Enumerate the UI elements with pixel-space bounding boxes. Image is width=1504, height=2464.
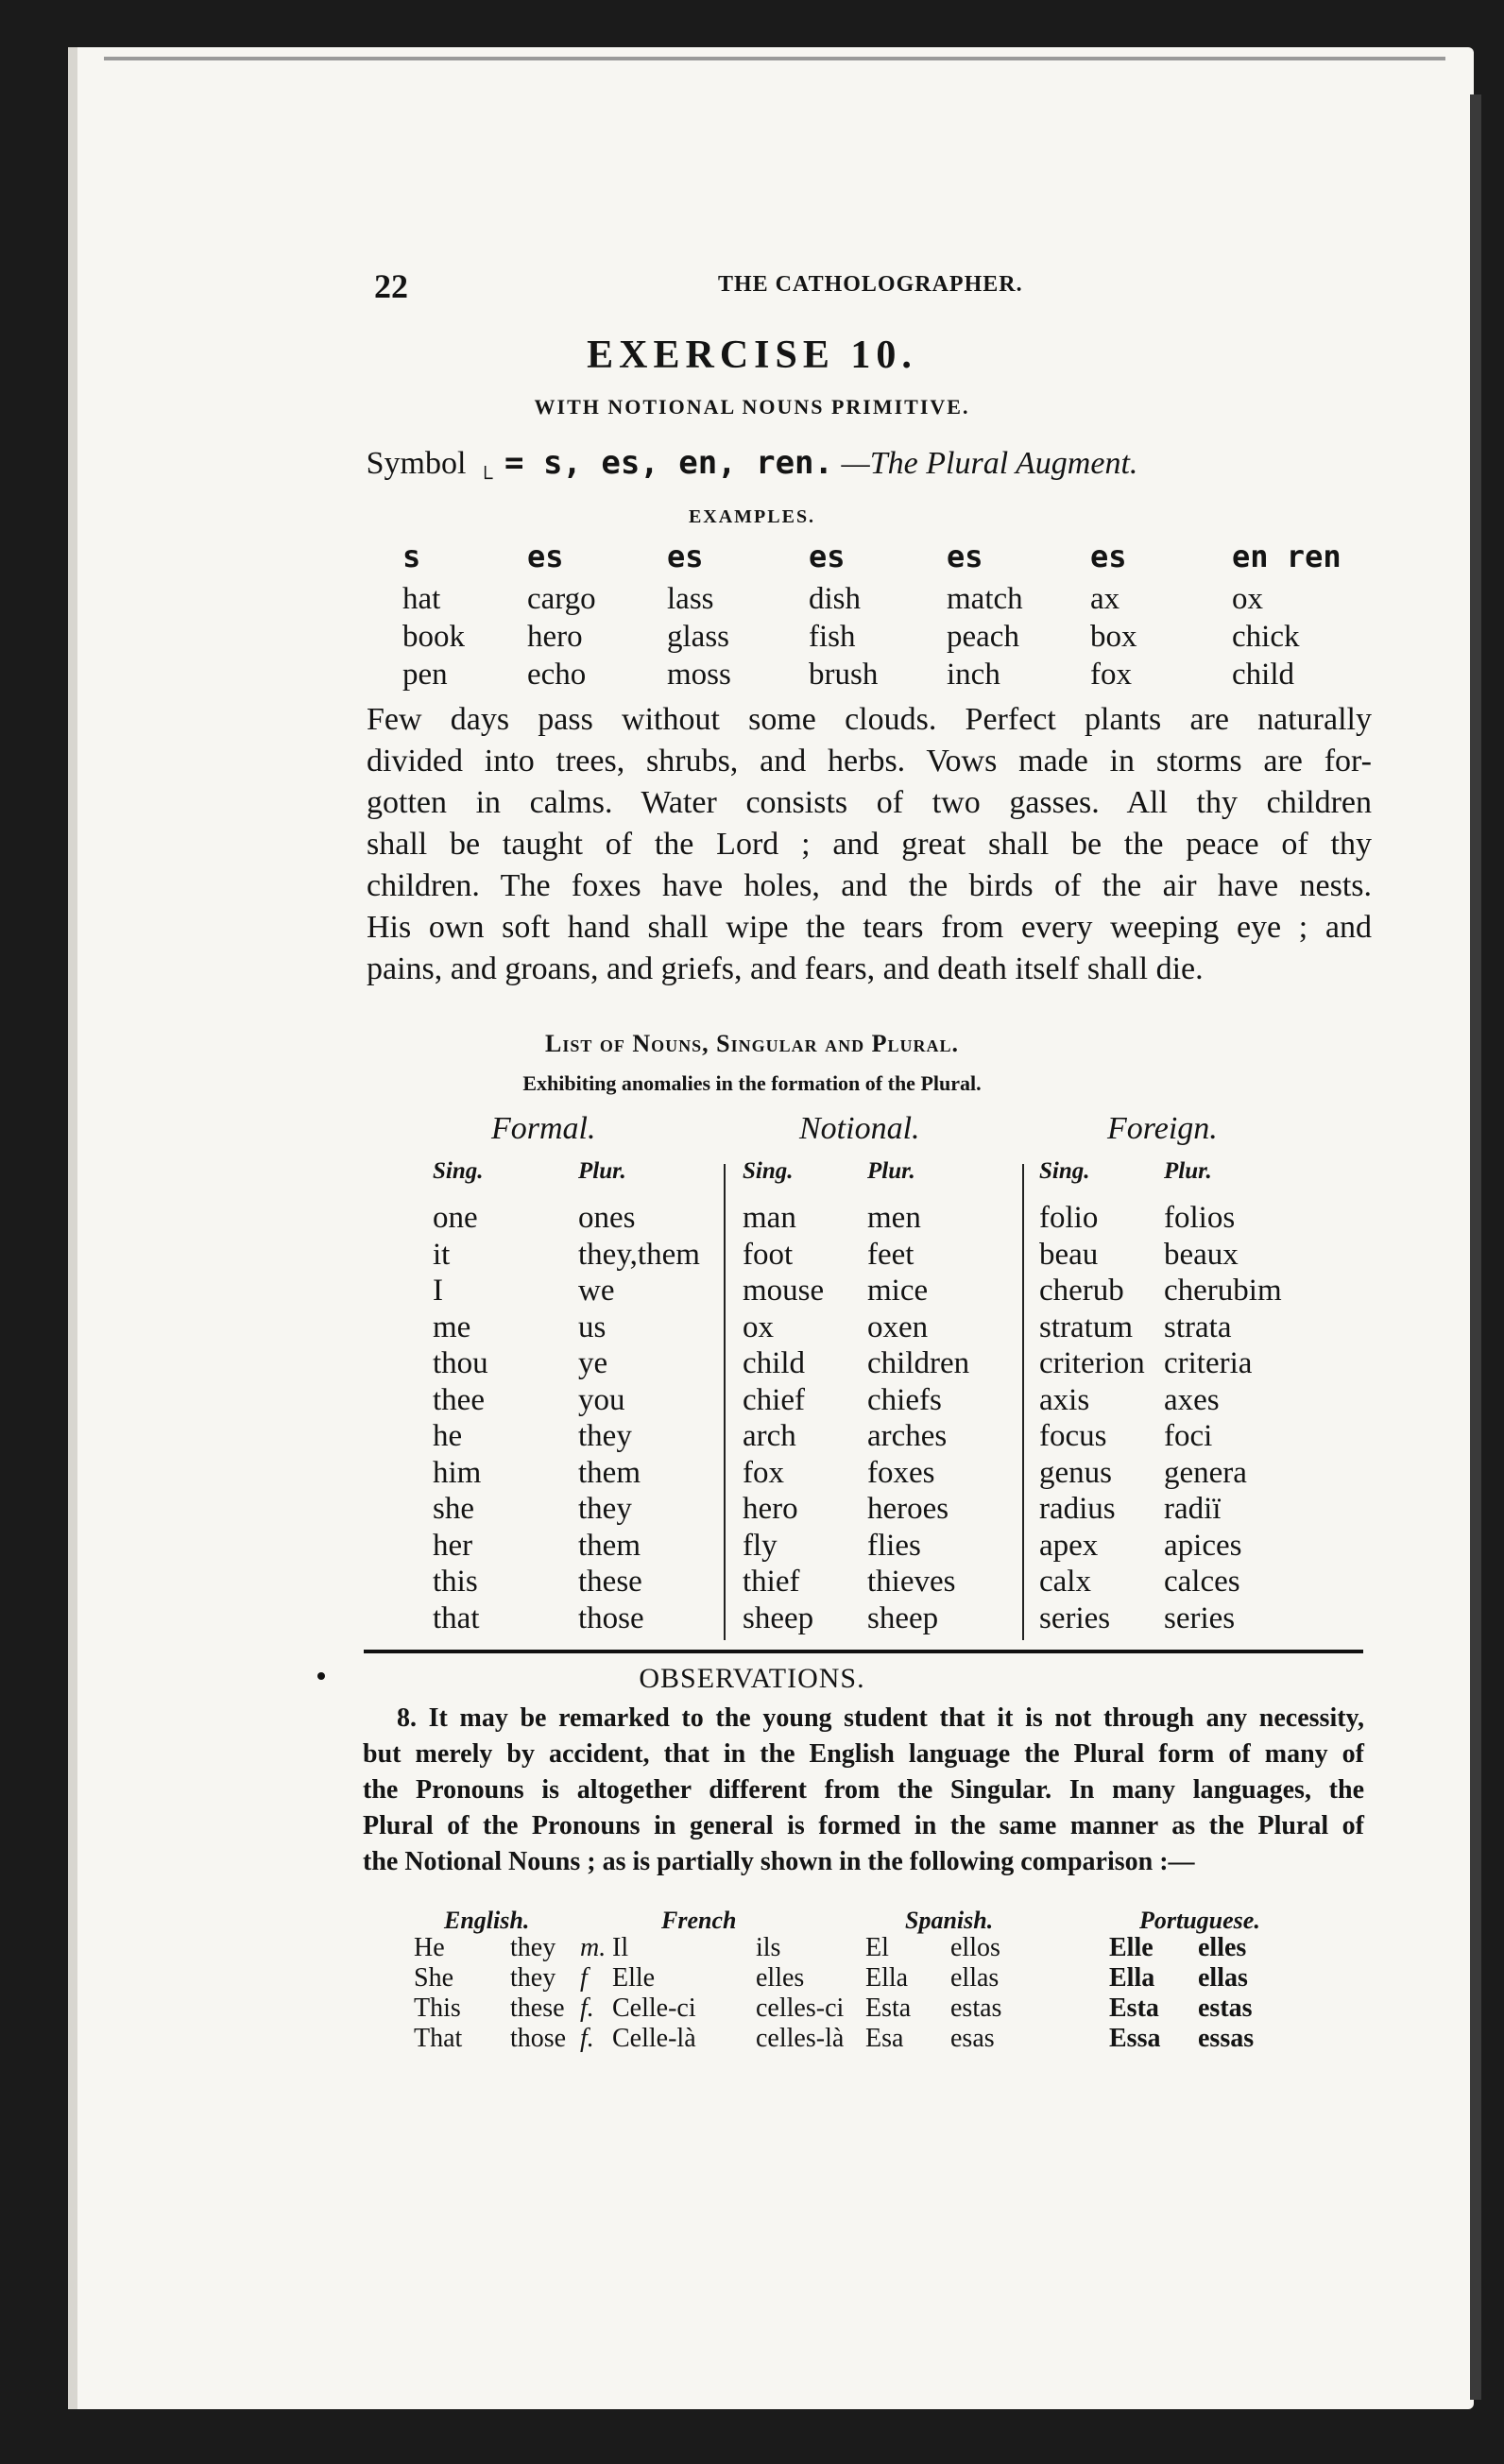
comparison-column-portuguese-sing [1109, 1933, 1160, 2054]
singular-noun: calx [1039, 1565, 1091, 1599]
comparison-word: esas [950, 2024, 995, 2053]
example-word: brush [809, 658, 879, 692]
language-header: French [661, 1907, 737, 1934]
comparison-word: celles-là [756, 2024, 845, 2053]
example-suffix: es [1090, 539, 1127, 574]
exercise-title: EXERCISE 10. [587, 334, 917, 377]
comparison-column-french-gender [580, 1933, 606, 2054]
example-word: box [1090, 620, 1137, 654]
singular-noun: her [433, 1528, 473, 1563]
plural-noun: you [578, 1382, 625, 1417]
paragraph-line: gotten in calms. Water consists of two gasses. All thy children [367, 785, 1372, 820]
plural-noun: them [578, 1455, 641, 1490]
singular-noun: I [433, 1274, 443, 1308]
plural-noun: they [578, 1492, 632, 1526]
comparison-word: they [510, 1963, 556, 1993]
example-word: hat [402, 582, 441, 616]
singular-noun: hero [743, 1492, 798, 1526]
comparison-column-french-plur [756, 1933, 844, 2054]
singular-noun: fox [743, 1455, 784, 1490]
observation-line: the Notional Nouns ; as is partially shown in the following comparison :— [363, 1847, 1195, 1876]
comparison-word: This [414, 1993, 461, 2023]
plural-noun: we [578, 1274, 615, 1308]
plural-noun: those [578, 1600, 644, 1635]
singular-noun: foot [743, 1237, 794, 1272]
sing-column-header: Sing. [433, 1158, 484, 1184]
singular-noun: sheep [743, 1600, 814, 1635]
singular-column [743, 1200, 824, 1636]
observation-line: but merely by accident, that in the English language the Plural form of many of [363, 1739, 1364, 1769]
singular-noun: folio [1039, 1201, 1099, 1235]
noun-group-title: Foreign. [1107, 1111, 1218, 1146]
plural-noun: oxen [867, 1309, 929, 1344]
exercise-paragraph [367, 699, 1372, 990]
comparison-word: essas [1198, 2024, 1255, 2053]
comparison-word: elles [1198, 1933, 1247, 1962]
example-column [1090, 539, 1137, 693]
singular-noun: stratum [1039, 1309, 1133, 1344]
example-column [527, 539, 596, 693]
example-word: chick [1232, 620, 1300, 654]
comparison-word: f. [580, 2024, 594, 2053]
observations-text [363, 1701, 1364, 1880]
exercise-subtitle: WITH NOTIONAL NOUNS PRIMITIVE. [534, 395, 970, 419]
example-suffix: es [527, 539, 564, 574]
singular-noun: series [1039, 1600, 1111, 1635]
plural-noun: these [578, 1565, 642, 1599]
plural-noun: axes [1164, 1382, 1220, 1417]
paragraph-line: shall be taught of the Lord ; and great shall be the peace of thy [367, 827, 1372, 862]
singular-noun: child [743, 1346, 805, 1380]
comparison-column-english-plur [510, 1933, 566, 2054]
noun-list-subtitle: Exhibiting anomalies in the formation of the Plural. [522, 1071, 982, 1095]
plural-column [1164, 1200, 1282, 1636]
singular-noun: beau [1039, 1237, 1099, 1272]
comparison-column-spanish-plur [950, 1933, 1001, 2054]
plural-noun: mice [867, 1274, 929, 1308]
singular-noun: him [433, 1455, 482, 1490]
comparison-word: estas [1198, 1993, 1253, 2023]
plural-noun: criteria [1164, 1346, 1253, 1380]
singular-noun: mouse [743, 1274, 825, 1308]
example-word: fish [809, 620, 856, 654]
example-column [809, 539, 878, 693]
singular-noun: radius [1039, 1492, 1116, 1526]
comparison-word: elles [756, 1963, 805, 1993]
plural-noun: beaux [1164, 1237, 1239, 1272]
plural-noun: arches [867, 1419, 948, 1453]
example-column [667, 539, 731, 693]
observation-line: Plural of the Pronouns in general is formed in the same manner as the Plural of [363, 1811, 1364, 1840]
plur-column-header: Plur. [867, 1158, 915, 1184]
example-word: inch [947, 658, 1000, 692]
comparison-word: Ella [1109, 1963, 1155, 1993]
comparison-word: ellos [950, 1933, 1000, 1962]
comparison-word: Elle [612, 1963, 656, 1993]
singular-noun: man [743, 1201, 796, 1235]
singular-noun: axis [1039, 1382, 1090, 1417]
observations-heading: OBSERVATIONS. [639, 1663, 865, 1694]
singular-column [433, 1200, 488, 1636]
singular-noun: me [433, 1309, 471, 1344]
comparison-word: celles-ci [756, 1993, 845, 2023]
singular-noun: arch [743, 1419, 796, 1453]
symbol-label: —The Plural Augment. [841, 446, 1138, 481]
sing-column-header: Sing. [743, 1158, 794, 1184]
symbol-suffixes: = s, es, en, ren. [504, 444, 834, 482]
singular-noun: fly [743, 1528, 778, 1563]
example-word: book [402, 620, 465, 654]
plural-noun: them [578, 1528, 641, 1563]
comparison-word: Esta [1109, 1993, 1159, 2023]
plural-noun: apices [1164, 1528, 1242, 1563]
example-suffix: es [809, 539, 846, 574]
example-word: cargo [527, 582, 596, 616]
plural-augment-symbol-icon: └ [477, 466, 493, 489]
comparison-column-french-sing [612, 1933, 696, 2054]
comparison-word: That [414, 2024, 463, 2053]
comparison-word: She [414, 1963, 453, 1993]
example-word: echo [527, 658, 587, 692]
paragraph-line: pains, and groans, and griefs, and fears, and death itself shall die. [367, 951, 1204, 986]
plural-noun: calces [1164, 1565, 1240, 1599]
plural-noun: strata [1164, 1309, 1232, 1344]
comparison-word: Elle [1109, 1933, 1154, 1962]
plural-noun: children [867, 1346, 970, 1380]
plural-noun: flies [867, 1528, 921, 1563]
plural-noun: they,them [578, 1237, 700, 1272]
plural-noun: ones [578, 1201, 636, 1235]
comparison-word: Celle-là [612, 2024, 696, 2053]
paragraph-line: divided into trees, shrubs, and herbs. Vows made in storms are for- [367, 744, 1372, 779]
plural-noun: thieves [867, 1565, 956, 1599]
plural-noun: foci [1164, 1419, 1213, 1453]
plural-noun: men [867, 1201, 921, 1235]
example-word: glass [667, 620, 729, 654]
noun-group-title: Notional. [799, 1111, 920, 1146]
example-word: lass [667, 582, 714, 616]
singular-noun: that [433, 1600, 480, 1635]
examples-heading: EXAMPLES. [688, 506, 816, 527]
example-word: match [947, 582, 1023, 616]
comparison-word: ils [756, 1933, 781, 1962]
example-column [402, 539, 465, 693]
singular-noun: criterion [1039, 1346, 1145, 1380]
plural-noun: heroes [867, 1492, 949, 1526]
singular-noun: cherub [1039, 1274, 1124, 1308]
example-word: dish [809, 582, 862, 616]
noun-list-title: List of Nouns, Singular and Plural. [544, 1030, 959, 1057]
language-header: Spanish. [905, 1907, 994, 1934]
plural-noun: chiefs [867, 1382, 942, 1417]
singular-noun: chief [743, 1382, 805, 1417]
example-word: hero [527, 620, 583, 654]
comparison-column-portuguese-plur [1198, 1933, 1254, 2054]
comparison-word: they [510, 1933, 556, 1962]
comparison-word: ellas [1198, 1963, 1248, 1993]
singular-noun: she [433, 1492, 474, 1526]
comparison-word: Ella [865, 1963, 909, 1993]
comparison-word: He [414, 1933, 445, 1962]
singular-column [1039, 1200, 1145, 1636]
plur-column-header: Plur. [1164, 1158, 1212, 1184]
comparison-word: m. [580, 1933, 607, 1962]
singular-noun: genus [1039, 1455, 1112, 1490]
observation-line: the Pronouns is altogether different from the Singular. In many languages, the [363, 1775, 1364, 1805]
singular-noun: thee [433, 1382, 485, 1417]
singular-noun: thief [743, 1565, 800, 1599]
comparison-word: Esa [865, 2024, 904, 2053]
plural-noun: foxes [867, 1455, 935, 1490]
section-divider [364, 1650, 1363, 1653]
example-column [1232, 539, 1342, 693]
singular-noun: this [433, 1565, 478, 1599]
language-header: Portuguese. [1139, 1907, 1260, 1934]
example-word: moss [667, 658, 731, 692]
comparison-word: estas [950, 1993, 1002, 2023]
example-word: child [1232, 658, 1294, 692]
comparison-column-english-sing [414, 1933, 462, 2054]
plural-noun: they [578, 1419, 632, 1453]
paragraph-line: His own soft hand shall wipe the tears from every weeping eye ; and [367, 910, 1372, 945]
noun-group-title: Formal. [491, 1111, 596, 1146]
comparison-word: these [510, 1993, 565, 2023]
example-word: peach [947, 620, 1019, 654]
singular-noun: he [433, 1419, 463, 1453]
plural-noun: cherubim [1164, 1274, 1282, 1308]
comparison-word: ellas [950, 1963, 1000, 1993]
plural-noun: sheep [867, 1600, 939, 1635]
paragraph-line: Few days pass without some clouds. Perfect plants are naturally [367, 702, 1372, 737]
plur-column-header: Plur. [578, 1158, 626, 1184]
comparison-word: Esta [865, 1993, 912, 2023]
singular-noun: ox [743, 1309, 774, 1344]
singular-noun: one [433, 1201, 478, 1235]
comparison-word: those [510, 2024, 567, 2053]
plural-column [867, 1200, 969, 1636]
example-word: ax [1090, 582, 1120, 616]
running-title: THE CATHOLOGRAPHER. [718, 272, 1023, 297]
page-number: 22 [374, 267, 408, 305]
singular-noun: thou [433, 1346, 488, 1380]
singular-noun: apex [1039, 1528, 1099, 1563]
column-divider [724, 1164, 726, 1640]
plural-noun: series [1164, 1600, 1236, 1635]
comparison-word: Celle-ci [612, 1993, 696, 2023]
singular-noun: focus [1039, 1419, 1107, 1453]
observation-line: 8. It may be remarked to the young student that it is not through any necessity, [397, 1703, 1364, 1733]
example-word: pen [402, 658, 448, 692]
plural-column [578, 1200, 700, 1636]
comparison-word: f. [580, 1993, 594, 2023]
plural-noun: feet [867, 1237, 914, 1272]
column-divider [1022, 1164, 1024, 1640]
example-suffix: en ren [1232, 539, 1342, 574]
symbol-word: Symbol [366, 446, 467, 481]
plural-noun: ye [578, 1346, 608, 1380]
plural-noun: us [578, 1309, 607, 1344]
comparison-word: El [865, 1933, 889, 1962]
example-suffix: es [667, 539, 704, 574]
paragraph-line: children. The foxes have holes, and the birds of the air have nests. [367, 868, 1372, 903]
plural-noun: genera [1164, 1455, 1247, 1490]
example-column [947, 539, 1023, 693]
language-header: English. [444, 1907, 530, 1934]
sing-column-header: Sing. [1039, 1158, 1090, 1184]
singular-noun: it [433, 1237, 451, 1272]
example-word: ox [1232, 582, 1263, 616]
example-suffix: es [947, 539, 983, 574]
comparison-word: Il [612, 1933, 629, 1962]
comparison-word: f [580, 1963, 588, 1993]
comparison-column-spanish-sing [865, 1933, 911, 2054]
symbol-line [0, 444, 1504, 490]
comparison-word: Essa [1109, 2024, 1161, 2053]
example-word: fox [1090, 658, 1132, 692]
plural-noun: folios [1164, 1201, 1236, 1235]
plural-noun: radiï [1164, 1492, 1222, 1526]
example-suffix: s [402, 539, 421, 574]
